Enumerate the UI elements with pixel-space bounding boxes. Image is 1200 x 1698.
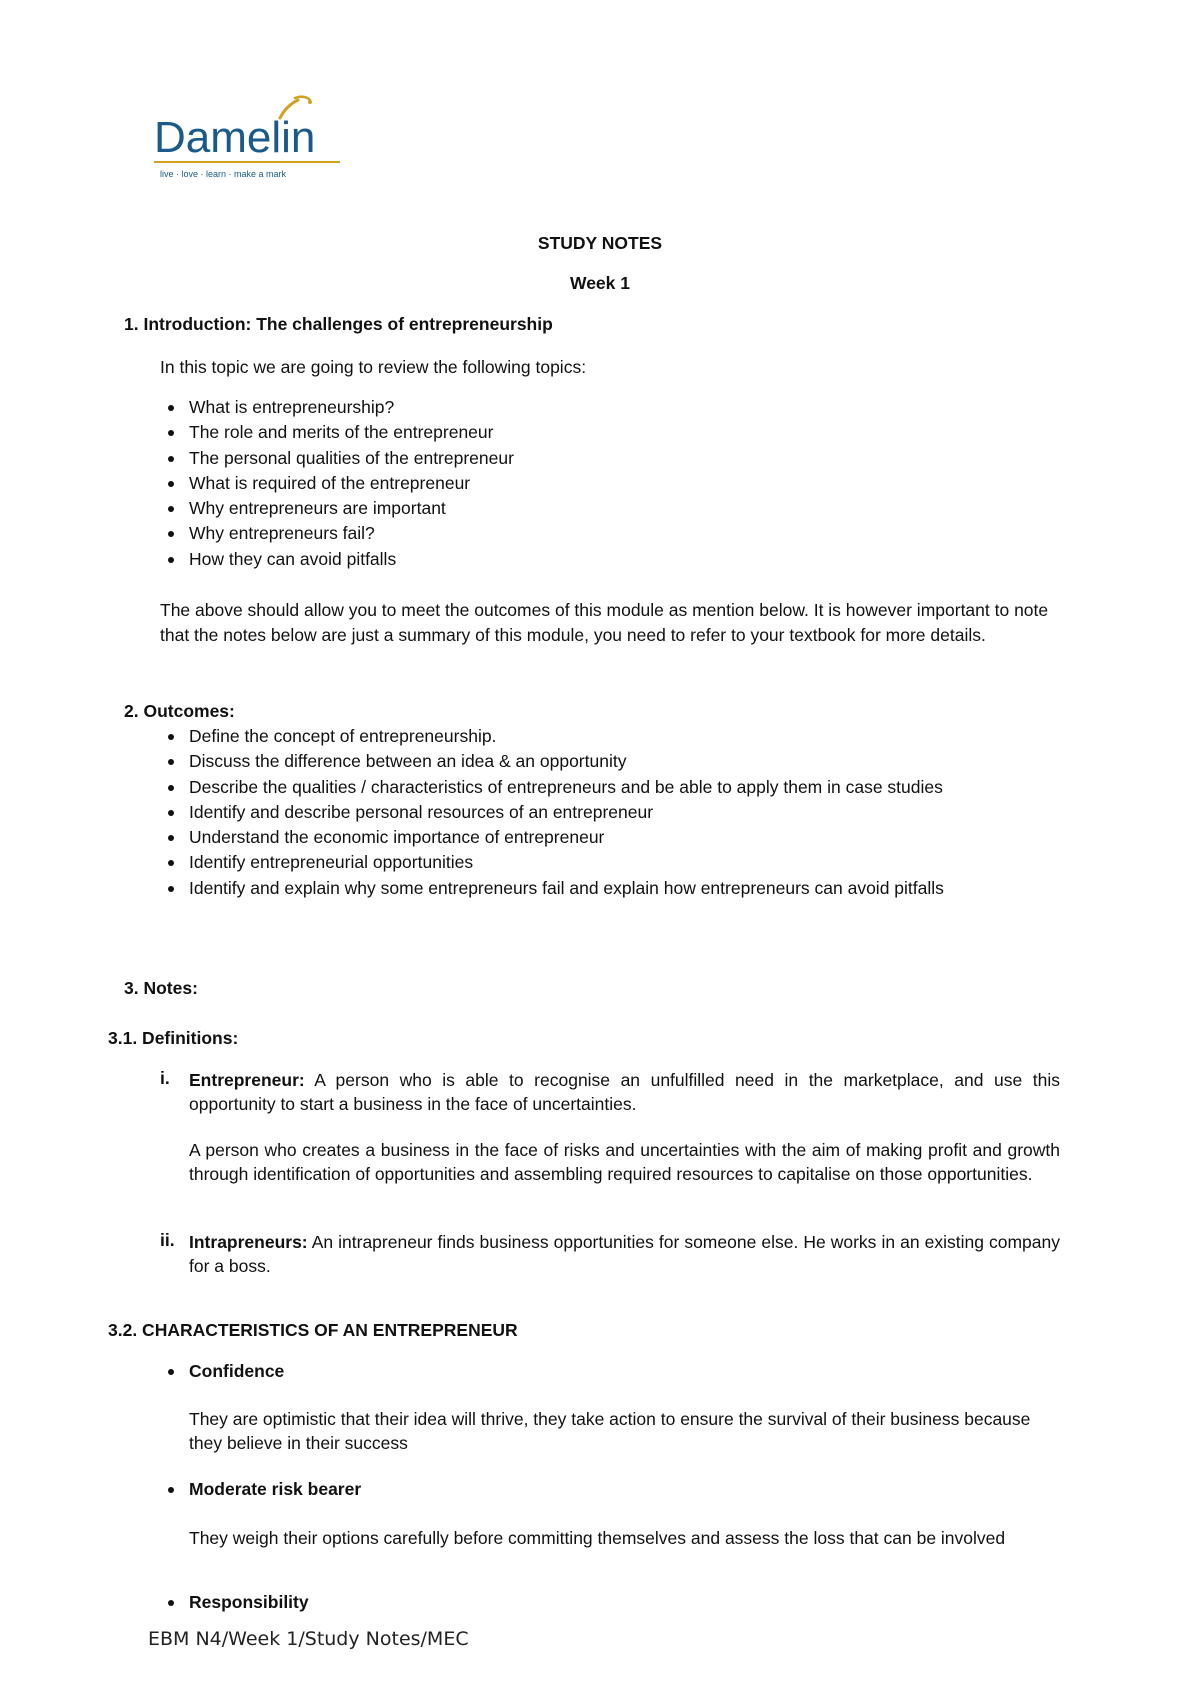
- list-item: Define the concept of entrepreneurship.: [160, 724, 1020, 749]
- characteristic-risk: [160, 1477, 1060, 1502]
- list-item: Understand the economic importance of entrepreneur: [160, 825, 1020, 850]
- definition-term: Intrapreneurs:: [189, 1232, 308, 1252]
- logo-brand: Damelin: [154, 113, 316, 162]
- definition-text: A person who is able to recognise an unfulfilled need in the marketplace, and use this opportunity to start a business in the face of uncertainties.: [189, 1070, 1060, 1114]
- section-2-list: [160, 724, 1020, 901]
- section-3-2-heading: 3.2. CHARACTERISTICS OF AN ENTREPRENEUR: [108, 1320, 518, 1340]
- section-3-1-heading: 3.1. Definitions:: [108, 1028, 239, 1048]
- characteristic-title: Moderate risk bearer: [160, 1477, 1060, 1502]
- section-2-heading: 2. Outcomes:: [124, 701, 235, 721]
- list-item: Why entrepreneurs are important: [160, 496, 1060, 521]
- definition-entrepreneur: [189, 1068, 1060, 1116]
- definition-term: Entrepreneur:: [189, 1070, 305, 1090]
- definition-entrepreneur-extra: A person who creates a business in the face of risks and uncertainties with the aim of making profit and growth through identification of opportunities and assembling required resources to capitalise on those opportunities.: [189, 1140, 1060, 1184]
- definition-numeral: i.: [160, 1068, 170, 1088]
- document-title: STUDY NOTES: [537, 233, 663, 253]
- characteristic-title: Confidence: [160, 1359, 1060, 1384]
- list-item: Identify entrepreneurial opportunities: [160, 850, 1020, 875]
- section-3-heading: 3. Notes:: [124, 978, 198, 998]
- list-item: The personal qualities of the entrepreneur: [160, 446, 1060, 471]
- characteristic-text: They weigh their options carefully before committing themselves and assess the loss that can be involved: [189, 1528, 1006, 1548]
- characteristic-title: Responsibility: [160, 1590, 1060, 1615]
- logo-tagline: live · love · learn · make a mark: [160, 169, 287, 179]
- section-1-heading: 1. Introduction: The challenges of entrepreneurship: [124, 314, 553, 334]
- week-label: Week 1: [570, 273, 630, 293]
- list-item: Why entrepreneurs fail?: [160, 521, 1060, 546]
- list-item: What is required of the entrepreneur: [160, 471, 1060, 496]
- list-item: The role and merits of the entrepreneur: [160, 420, 1060, 445]
- definition-text: An intrapreneur finds business opportunities for someone else. He works in an existing company for a boss.: [189, 1232, 1060, 1276]
- section-1-closing: The above should allow you to meet the outcomes of this module as mention below. It is however important to note that the notes below are just a summary of this module, you need to refer to your textbook for more details.: [160, 600, 1049, 645]
- list-item: Identify and explain why some entrepreneurs fail and explain how entrepreneurs can avoid pitfalls: [160, 876, 1020, 901]
- characteristic-text: They are optimistic that their idea will thrive, they take action to ensure the survival of their business because they believe in their success: [189, 1409, 1031, 1453]
- section-1-intro: In this topic we are going to review the following topics:: [160, 357, 587, 377]
- list-item: Discuss the difference between an idea & an opportunity: [160, 749, 1020, 774]
- damelin-logo: [150, 92, 350, 190]
- list-item: What is entrepreneurship?: [160, 395, 1060, 420]
- definition-intrapreneur: [189, 1230, 1060, 1278]
- list-item: Describe the qualities / characteristics of entrepreneurs and be able to apply them in case studies: [160, 775, 1020, 800]
- characteristic-confidence: [160, 1359, 1060, 1384]
- list-item: How they can avoid pitfalls: [160, 547, 1060, 572]
- list-item: Identify and describe personal resources of an entrepreneur: [160, 800, 1020, 825]
- definition-numeral: ii.: [160, 1230, 175, 1250]
- section-1-list: [160, 395, 1060, 572]
- page-footer: EBM N4/Week 1/Study Notes/MEC: [148, 1628, 469, 1650]
- characteristic-responsibility: [160, 1590, 1060, 1615]
